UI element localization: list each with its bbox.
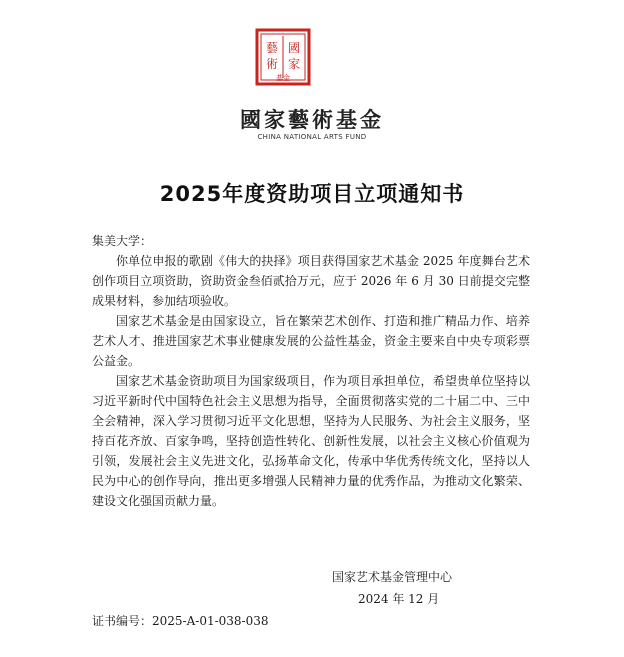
svg-text:家: 家 bbox=[287, 57, 301, 71]
paragraph-fund-intro: 国家艺术基金是由国家设立，旨在繁荣艺术创作、打造和推广精品力作、培养艺术人才、推进国家艺术事业健康发展的公益性基金，资金主要来自中央专项彩票公益金。 bbox=[92, 314, 530, 368]
document-body bbox=[92, 231, 530, 511]
signature-date: 2024 年 12 月 bbox=[358, 592, 440, 606]
org-name-english: CHINA NATIONAL ARTS FUND bbox=[257, 133, 367, 141]
svg-text:術: 術 bbox=[265, 57, 279, 71]
svg-text:藝: 藝 bbox=[265, 41, 279, 55]
org-name-chinese: 國家藝術基金 bbox=[240, 107, 384, 132]
document-title: 2025年度资助项目立项通知书 bbox=[159, 182, 465, 206]
seal-stamp-icon bbox=[255, 28, 311, 86]
paragraph-grant: 你单位申报的歌剧《伟大的抉择》项目获得国家艺术基金 2025 年度舞台艺术创作项目立项资助，资助资金叁佰贰拾万元，应于 2026 年 6 月 30 日前提交完整成果材料，参加结项验收。 bbox=[92, 254, 530, 308]
svg-text:國: 國 bbox=[287, 41, 301, 55]
seal-logo bbox=[255, 28, 311, 86]
paragraph-expectations: 国家艺术基金资助项目为国家级项目，作为项目承担单位，希望贵单位坚持以习近平新时代中国特色社会主义思想为指导，全面贯彻落实党的二十届二中、三中全会精神，深入学习贯彻习近平文化思想，坚持为人民服务、为社会主义服务，坚持百花齐放、百家争鸣，坚持创造性转化、创新性发展，以社会主义核心价值观为引领，发展社会主义先进文化，弘扬革命文化，传承中华优秀传统文化，坚持以人民为中心的创作导向，推出更多增强人民精神力量的优秀作品，为推动文化繁荣、建设文化强国贡献力量。 bbox=[92, 374, 530, 508]
signature-org: 国家艺术基金管理中心 bbox=[332, 570, 453, 584]
salutation: 集美大学： bbox=[92, 234, 153, 248]
svg-text:基金: 基金 bbox=[276, 74, 290, 82]
certificate-number: 证书编号：2025-A-01-038-038 bbox=[92, 614, 269, 628]
